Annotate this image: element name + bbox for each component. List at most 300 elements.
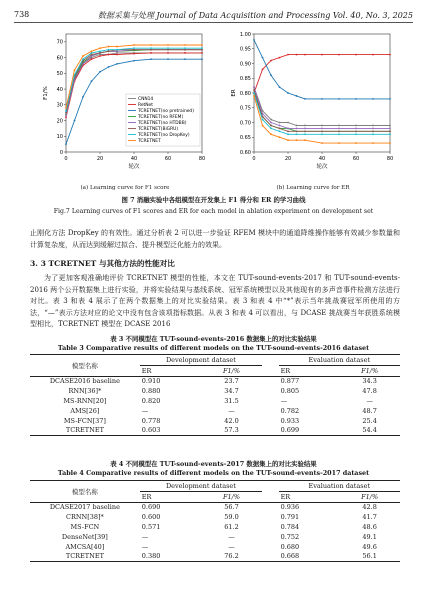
data-point [82,63,84,65]
dev-f1-cell: — [228,406,235,415]
data-point [338,128,340,130]
data-point [167,44,169,46]
data-point [270,125,272,127]
model-name-cell: RNN[36]* [68,387,102,396]
data-point [201,44,203,46]
paragraph-ablation-summary: 止刚化方法 DropKey 的有效性。通过分析表 2 可以进一步验证 RFEM 模块中的通道降维操作能够有效减少参数量和计算复杂度，从而达到缓解过拟合、提升模型泛化能力的效果。 [30,229,400,249]
data-point [338,98,340,100]
data-point [167,47,169,49]
data-point [116,63,118,65]
data-point [133,49,135,51]
data-point [321,54,323,56]
model-name-cell: TCRETNET [30,426,140,436]
data-point [99,47,101,49]
data-point [184,47,186,49]
data-point [279,128,281,130]
dev-er-cell: — [141,532,149,541]
table4-sub-f1: F1/% [223,492,241,501]
table4-col-model: 模型名称 [30,481,140,503]
eval-f1-cell: 49.6 [362,542,377,551]
dev-er-cell: 0.600 [141,513,161,522]
data-point [108,50,110,52]
table4-sub-er-eval: ER [280,492,291,501]
data-point [321,125,323,127]
data-point [150,44,152,46]
eval-er-cell: 0.877 [279,376,340,386]
data-point [262,57,264,59]
x-tick-label: 40 [130,156,138,162]
x-tick-label: 20 [96,156,104,162]
data-point [74,69,76,71]
running-header [14,8,413,22]
legend-label: TCRETNET [138,139,161,144]
data-point [108,66,110,68]
table3-group-dev: Development dataset [140,355,262,366]
dev-er-cell: 0.880 [141,387,161,396]
model-name-cell: DenseNet[39] [61,532,108,541]
table-row [30,416,400,426]
model-name-cell: MS-FCN[37] [63,416,106,425]
data-point [133,53,135,55]
data-point [108,49,110,51]
data-point [116,52,118,54]
table4-caption-cn: 表 4 不同模型在 TUT-sound-events-2017 数据集上的对比实验结果 [110,460,317,468]
panel-b-caption: (b) Learning curve for ER [276,185,350,191]
y-tick-label: 0.60 [239,149,251,156]
data-point [74,120,76,122]
model-name-cell: CRNN[38]* [65,513,104,522]
data-point [355,125,357,127]
data-point [304,98,306,100]
eval-er-cell: 0.936 [279,502,340,512]
data-point [296,95,298,97]
dev-f1-cell: 23.7 [201,376,262,386]
dev-f1-cell: 57.3 [201,426,262,436]
data-point [287,54,289,56]
data-point [304,130,306,132]
data-point [150,58,152,60]
x-tick-label: 80 [386,156,394,162]
data-point [262,119,264,121]
spacer-cell [262,552,279,562]
page-number: 738 [14,10,30,19]
y-axis-label: ER [231,89,237,97]
data-point [372,130,374,132]
data-point [201,52,203,54]
data-point [150,52,152,54]
spacer-cell [262,416,279,426]
x-tick-label: 60 [352,156,360,162]
table3-sub-f1-eval: F1/% [361,366,379,375]
spacer-cell [262,376,279,386]
eval-er-cell: 0.782 [280,406,300,415]
data-point [253,95,255,97]
y-tick-label: 0.95 [239,46,251,53]
data-point [321,142,323,144]
eval-er-cell: 0.791 [280,513,300,522]
spacer-cell [262,542,279,552]
dev-f1-cell: 31.5 [224,397,239,406]
table-row [30,512,400,522]
model-name-cell: TCRETNET [30,552,140,562]
data-point [99,55,101,57]
series-line-1 [254,55,390,93]
data-point [253,39,255,41]
data-point [184,44,186,46]
data-point [201,47,203,49]
data-point [389,54,391,56]
table-row [30,426,400,436]
dev-er-cell: — [141,406,149,415]
data-point [133,47,135,49]
table-row [30,386,400,396]
y-tick-label: 70 [56,39,63,46]
table-row [30,522,400,532]
data-point [389,130,391,132]
table4-caption-en: Table 4 Comparative results of different models on the TUT-sound-events-2017 dataset [57,469,370,477]
data-point [270,133,272,135]
figure-panel-b [228,30,398,195]
data-point [184,58,186,60]
data-point [253,89,255,91]
spacer-cell [262,522,279,532]
data-point [338,125,340,127]
journal-title: 数据采集与处理 Journal of Data Acquisition and Processing Vol. 40, No. 3, 2025 [97,11,413,20]
legend-label: RetNet [138,103,153,108]
data-point [355,128,357,130]
y-tick-label: 0.70 [239,120,251,127]
data-point [296,128,298,130]
eval-f1-cell: 41.7 [362,513,377,522]
data-point [338,133,340,135]
data-point [372,125,374,127]
data-point [304,54,306,56]
figure-panel-a [40,30,210,195]
section-heading: 3. 3 TCRETNET 与其他方法的性能对比 [30,259,175,268]
data-point [201,49,203,51]
table-row [30,406,400,416]
data-point [304,139,306,141]
series-line-2 [254,40,390,99]
data-point [91,58,93,60]
legend-label: TCRETNET(no DropKey) [138,133,190,138]
data-point [262,125,264,127]
data-point [270,60,272,62]
dev-er-cell: 0.820 [141,397,161,406]
dev-f1-cell: 59.0 [224,513,239,522]
data-point [82,96,84,98]
data-point [262,69,264,71]
data-point [65,110,67,112]
table3-caption-en: Table 3 Comparative results of different models on the TUT-sound-events-2016 dataset [57,344,370,352]
data-point [296,54,298,56]
paragraph-comparison: 为了更加客观准确地评价 TCRETNET 模型的性能，本文在 TUT-sound-events-2017 和 TUT-sound-events-2016 两个公开数据集上进行实验，并将实验结果与基线系统、冠军系统模型以及其他现有的多声音事件检测方法进行对比。表 3 和表 4 展示了在两个数据集上的对比实验结果。表 3 和表 4 中“*”表示当年挑战赛冠军所使用的方法，“—”表示方法对应的论文中没有包含该项指标数据。从表 3 和表 4 可以看出，与 DCASE 挑战赛当年获胜系统模型相比，TCRETNET 模型在 DCASE 2016 [30,274,400,328]
data-point [116,50,118,52]
spacer-cell [262,396,279,406]
data-point [65,115,67,117]
data-point [304,128,306,130]
eval-f1-cell: — [366,397,373,406]
x-tick-label: 0 [252,156,256,162]
data-point [99,54,101,56]
data-point [116,49,118,51]
dev-er-cell: 0.380 [140,552,201,562]
eval-er-cell: 0.699 [279,426,340,436]
series-line-0 [254,87,390,125]
data-point [65,116,67,118]
data-point [184,52,186,54]
eval-er-cell: 0.680 [280,542,300,551]
x-tick-label: 40 [318,156,326,162]
legend-label: CNN14 [138,97,154,102]
spacer-cell [262,502,279,512]
f1-learning-curve-chart [40,30,210,180]
eval-f1-cell: 34.3 [339,376,400,386]
table-row [30,542,400,552]
data-point [355,142,357,144]
data-point [150,47,152,49]
dev-f1-cell: 76.2 [201,552,262,562]
eval-f1-cell: 42.8 [339,502,400,512]
y-tick-label: 20 [56,118,63,125]
data-point [65,107,67,109]
data-point [321,130,323,132]
legend-label: TCRETNET(no HTDBB) [138,121,187,126]
data-point [372,128,374,130]
data-point [287,122,289,124]
data-point [91,52,93,54]
data-point [91,50,93,52]
data-point [167,52,169,54]
y-tick-label: 0.75 [239,105,251,112]
eval-f1-cell: 49.1 [362,532,377,541]
eval-er-cell: 0.933 [280,416,300,425]
dev-er-cell: 0.603 [140,426,201,436]
y-tick-label: 40 [56,86,63,93]
y-tick-label: 0.90 [239,61,251,68]
data-point [338,142,340,144]
model-name-cell: AMS[26] [70,406,100,415]
data-point [338,54,340,56]
data-point [355,133,357,135]
data-point [287,133,289,135]
data-point [108,54,110,56]
table-row [30,396,400,406]
data-point [279,136,281,138]
y-tick-label: 60 [56,55,63,62]
dev-er-cell: 0.571 [141,523,161,532]
data-point [372,54,374,56]
series-line-4 [254,87,390,128]
data-point [287,92,289,94]
data-point [65,112,67,114]
table4-group-eval: Evaluation dataset [279,481,400,492]
data-point [321,98,323,100]
data-point [296,133,298,135]
dev-er-cell: 0.910 [140,376,201,386]
model-name-cell: DCASE2017 baseline [30,502,140,512]
series-line-7 [254,96,390,143]
data-point [355,130,357,132]
data-point [389,142,391,144]
data-point [253,86,255,88]
figure-caption-cn: 图 7 消融实验中各组模型在开发集上 F1 得分和 ER 的学习曲线 [121,196,306,204]
table-row [30,502,400,512]
spacer-cell [262,406,279,416]
data-point [270,128,272,130]
y-tick-label: 0.65 [239,135,251,142]
data-point [389,98,391,100]
header-rule [14,22,413,23]
y-axis-label: F1/% [43,86,49,100]
spacer-cell [262,426,279,436]
model-name-cell: MS-RNN[20] [63,397,107,406]
figure-caption-en: Fig.7 Learning curves of F1 scores and ER for each model in ablation experiment on development set [53,208,374,215]
table3 [30,354,400,436]
legend-label: TCRETNET(no RFEM) [138,115,184,120]
x-tick-label: 20 [284,156,292,162]
eval-er-cell: 0.805 [280,387,300,396]
data-point [116,46,118,48]
eval-f1-cell: 48.6 [362,523,377,532]
spacer-cell [262,532,279,542]
eval-er-cell: — [280,397,288,406]
dev-f1-cell: 56.7 [201,502,262,512]
table3-col-model: 模型名称 [30,355,140,377]
table-row [30,376,400,386]
table3-sub-f1: F1/% [223,366,241,375]
data-point [296,125,298,127]
data-point [108,46,110,48]
x-axis-label: 轮次 [128,164,140,170]
table3-group-eval: Evaluation dataset [279,355,400,366]
data-point [167,58,169,60]
data-point [270,74,272,76]
y-tick-label: 0.80 [239,90,251,97]
dev-f1-cell: 42.0 [224,416,239,425]
data-point [133,60,135,62]
dev-f1-cell: — [228,532,235,541]
eval-er-cell: 0.668 [279,552,340,562]
y-tick-label: 0 [59,149,63,156]
data-point [279,125,281,127]
table3-sub-er: ER [141,366,152,375]
table-row [30,532,400,542]
eval-er-cell: 0.784 [280,523,300,532]
data-point [279,122,281,124]
data-point [270,119,272,121]
eval-er-cell: 0.752 [280,532,300,541]
data-point [184,49,186,51]
data-point [372,98,374,100]
table3-caption-cn: 表 3 不同模型在 TUT-sound-events-2016 数据集上的对比实验结果 [110,335,317,343]
data-point [355,54,357,56]
x-tick-label: 0 [64,156,68,162]
eval-f1-cell: 25.4 [362,416,377,425]
table4-group-dev: Development dataset [140,481,262,492]
data-point [167,49,169,51]
data-point [116,54,118,56]
data-point [99,50,101,52]
dev-er-cell: 0.690 [140,502,201,512]
legend-label: TCRETNET(BiGRU) [138,127,179,132]
data-point [287,130,289,132]
data-point [99,52,101,54]
data-point [338,130,340,132]
er-learning-curve-chart [228,30,398,180]
eval-f1-cell: 48.7 [362,406,377,415]
data-point [279,130,281,132]
data-point [389,128,391,130]
table4-sub-er: ER [141,492,152,501]
eval-f1-cell: 56.1 [339,552,400,562]
data-point [133,44,135,46]
table4 [30,480,400,562]
data-point [372,142,374,144]
data-point [82,58,84,60]
data-point [270,122,272,124]
panel-a-caption: (a) Learning curve for F1 score [80,185,170,191]
data-point [296,130,298,132]
data-point [304,125,306,127]
legend-label: TCRETNET(no pretrained) [138,109,194,114]
y-tick-label: 30 [56,102,63,109]
data-point [253,92,255,94]
data-point [279,86,281,88]
table4-sub-f1-eval: F1/% [361,492,379,501]
y-tick-label: 0.85 [239,76,251,83]
dev-f1-cell: 61.2 [224,523,239,532]
y-tick-label: 1.00 [239,31,251,38]
dev-er-cell: — [141,542,149,551]
model-name-cell: DCASE2016 baseline [30,376,140,386]
y-tick-label: 10 [56,134,63,141]
data-point [91,80,93,82]
dev-f1-cell: 34.7 [224,387,239,396]
data-point [389,125,391,127]
data-point [321,128,323,130]
x-tick-label: 80 [198,156,206,162]
data-point [287,128,289,130]
eval-f1-cell: 54.4 [339,426,400,436]
data-point [99,71,101,73]
spacer-cell [262,512,279,522]
data-point [82,55,84,57]
model-name-cell: MS-FCN [70,523,100,532]
data-point [321,133,323,135]
model-name-cell: AMCSA[40] [65,542,105,551]
x-axis-label: 轮次 [316,164,328,170]
data-point [201,58,203,60]
data-point [65,143,67,145]
y-tick-label: 50 [56,71,63,78]
data-point [287,139,289,141]
data-point [372,133,374,135]
table-row [30,552,400,562]
x-tick-label: 60 [164,156,172,162]
data-point [304,133,306,135]
data-point [296,139,298,141]
data-point [389,133,391,135]
dev-f1-cell: — [228,542,235,551]
data-point [355,98,357,100]
data-point [279,57,281,59]
dev-er-cell: 0.778 [141,416,161,425]
spacer-cell [262,386,279,396]
data-point [150,49,152,51]
eval-f1-cell: 47.8 [362,387,377,396]
table3-sub-er-eval: ER [280,366,291,375]
